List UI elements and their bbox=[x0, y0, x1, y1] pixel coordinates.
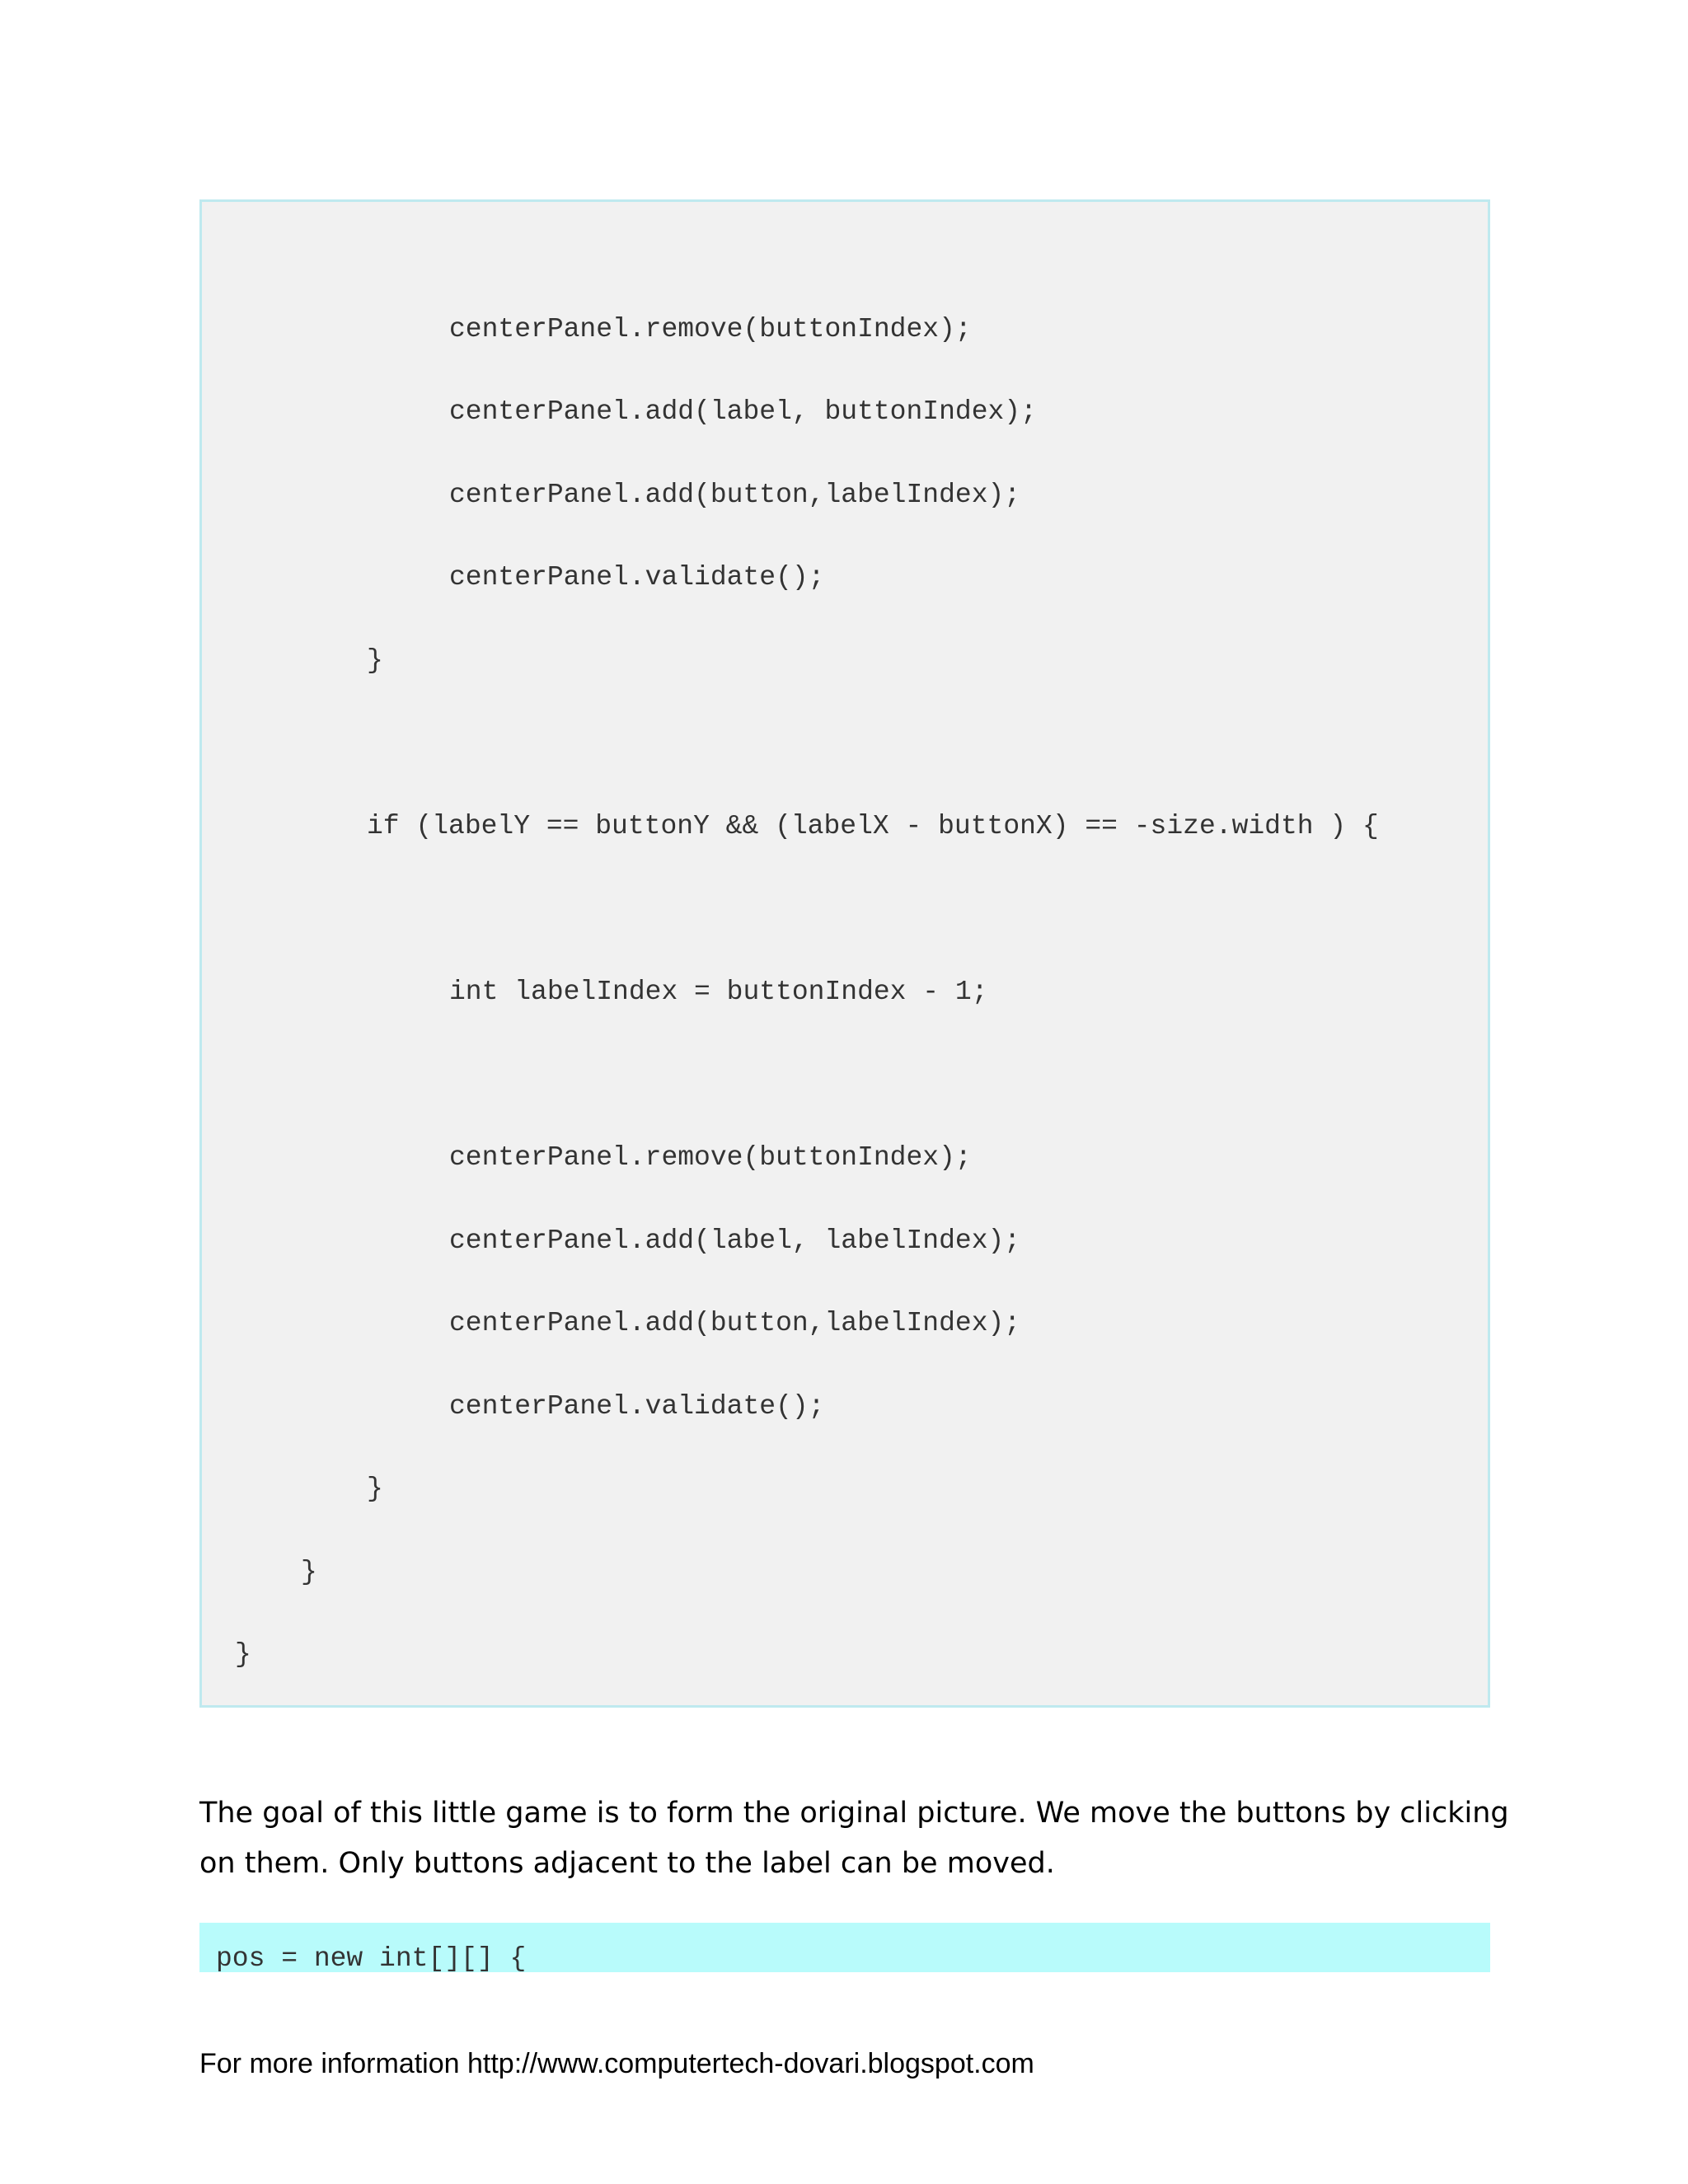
code-line: } bbox=[367, 645, 383, 676]
paragraph-line: on them. Only buttons adjacent to the label can be moved. bbox=[199, 1847, 1055, 1880]
code-line: int labelIndex = buttonIndex - 1; bbox=[449, 977, 988, 1007]
code-line: } bbox=[235, 1639, 251, 1670]
code-line: centerPanel.add(button,labelIndex); bbox=[449, 480, 1021, 510]
code-snippet-text: pos = new int[][] { bbox=[216, 1943, 527, 1972]
code-line: centerPanel.remove(buttonIndex); bbox=[449, 1142, 972, 1173]
paragraph-line: The goal of this little game is to form the original picture. We move the buttons by clicking bbox=[199, 1797, 1509, 1830]
footer-text: For more information http://www.computertech-dovari.blogspot.com bbox=[199, 2048, 1034, 2079]
code-line: centerPanel.remove(buttonIndex); bbox=[449, 314, 972, 344]
code-line: centerPanel.validate(); bbox=[449, 562, 825, 593]
code-line: centerPanel.validate(); bbox=[449, 1391, 825, 1422]
code-snippet-strip bbox=[199, 1923, 1490, 1972]
code-block bbox=[199, 199, 1490, 1708]
body-paragraph bbox=[199, 1788, 1518, 1889]
code-line: centerPanel.add(label, labelIndex); bbox=[449, 1226, 1021, 1256]
code-line: centerPanel.add(button,labelIndex); bbox=[449, 1308, 1021, 1338]
code-line: } bbox=[367, 1474, 383, 1504]
code-line: centerPanel.add(label, buttonIndex); bbox=[449, 396, 1037, 427]
code-line: } bbox=[301, 1557, 317, 1587]
code-line: if (labelY == buttonY && (labelX - buttonX) == -size.width ) { bbox=[367, 811, 1379, 841]
